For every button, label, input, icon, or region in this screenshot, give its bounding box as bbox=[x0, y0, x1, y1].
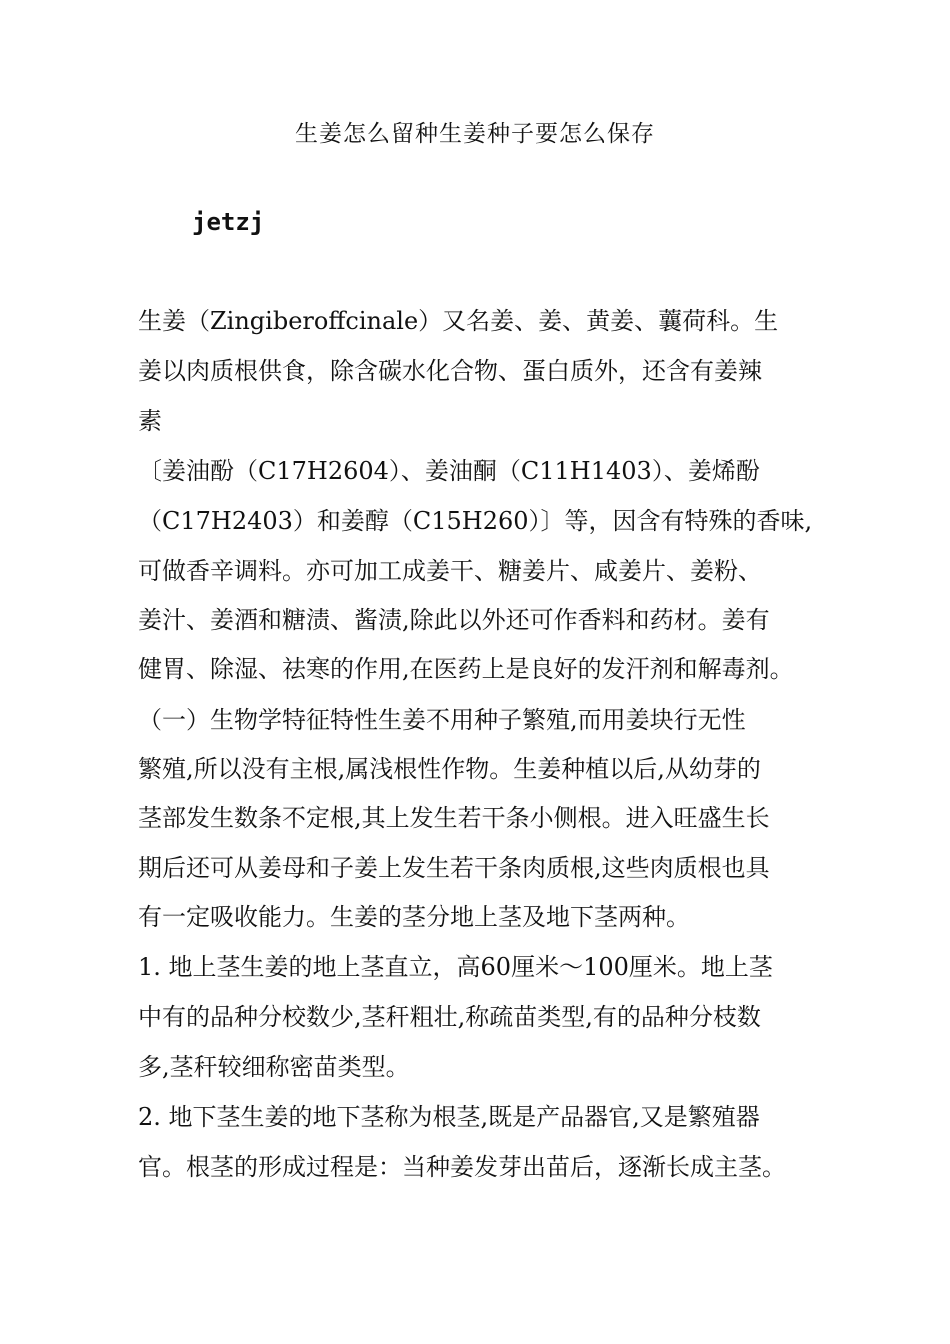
body-line: 茎部发生数条不定根,其上发生若干条小侧根。进入旺盛生长 bbox=[138, 804, 770, 832]
body-line: 期后还可从姜母和子姜上发生若干条肉质根,这些肉质根也具 bbox=[138, 854, 770, 882]
body-line: 有一定吸收能力。生姜的茎分地上茎及地下茎两种。 bbox=[138, 903, 690, 931]
body-line: 1. 地上茎生姜的地上茎直立，高60厘米〜100厘米。地上茎 bbox=[138, 953, 773, 981]
body-line: 健胃、除湿、祛寒的作用,在医药上是良好的发汗剂和解毒剂。 bbox=[138, 655, 794, 683]
document-title: 生姜怎么留种生姜种子要怎么保存 bbox=[295, 121, 655, 147]
body-line: 素 bbox=[138, 407, 162, 435]
body-line: 繁殖,所以没有主根,属浅根性作物。生姜种植以后,从幼芽的 bbox=[138, 755, 761, 783]
body-line: 〔姜油酚（C17H2604）、姜油酮（C11H1403）、姜烯酚 bbox=[138, 457, 760, 485]
body-line: 官。根茎的形成过程是：当种姜发芽出苗后，逐渐长成主茎。 bbox=[138, 1153, 786, 1181]
body-line: 中有的品种分校数少,茎秆粗壮,称疏苗类型,有的品种分枝数 bbox=[138, 1003, 761, 1031]
body-line: 2. 地下茎生姜的地下茎称为根茎,既是产品器官,又是繁殖器 bbox=[138, 1103, 760, 1131]
body-line: （C17H2403）和姜醇（C15H260）〕等，因含有特殊的香味, bbox=[138, 507, 813, 535]
body-line: 可做香辛调料。亦可加工成姜干、糖姜片、咸姜片、姜粉、 bbox=[138, 557, 762, 585]
body-line: 多,茎秆较细称密苗类型。 bbox=[138, 1053, 410, 1081]
body-line: 姜汁、姜酒和糖渍、酱渍,除此以外还可作香料和药材。姜有 bbox=[138, 606, 770, 634]
body-line: （一）生物学特征特性生姜不用种子繁殖,而用姜块行无性 bbox=[138, 706, 746, 734]
document-author: jetzj bbox=[192, 208, 265, 236]
body-line: 生姜（Zingiberoffcinale）又名姜、姜、黄姜、蘘荷科。生 bbox=[138, 307, 779, 335]
body-line: 姜以肉质根供食，除含碳水化合物、蛋白质外，还含有姜辣 bbox=[138, 357, 762, 385]
